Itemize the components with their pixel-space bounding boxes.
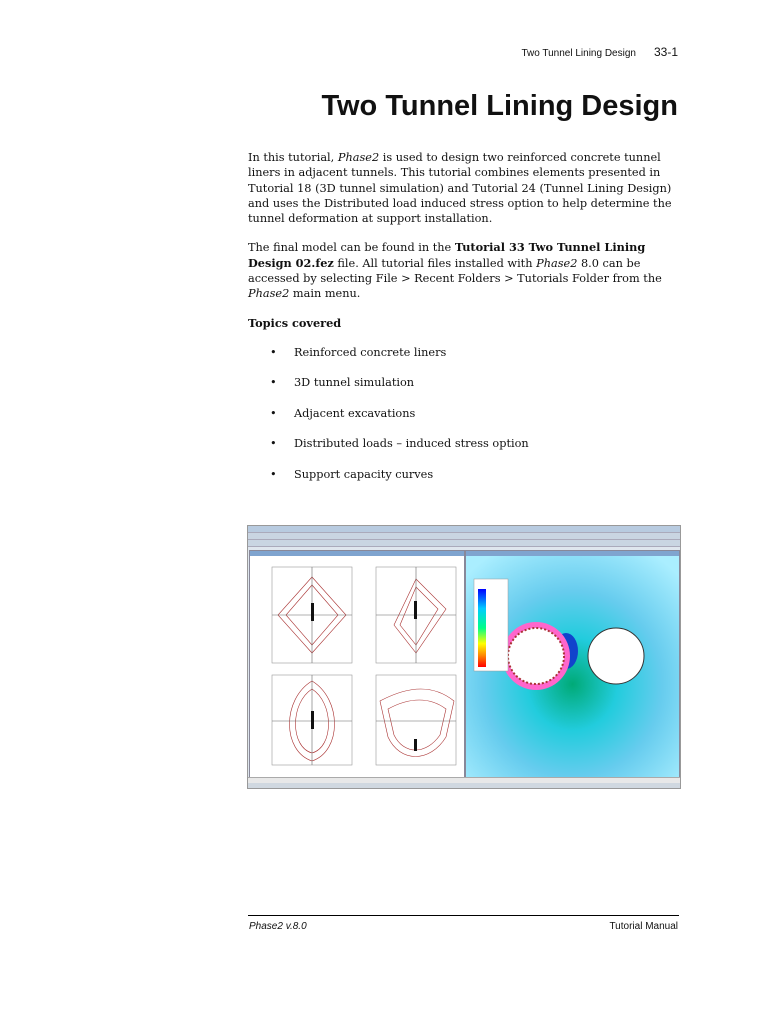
running-header xyxy=(521,45,678,59)
list-item: • Adjacent excavations xyxy=(248,406,678,437)
intro-text-2: is used to design two reinforced concrete tunnel liners in adjacent tunnels. This tutorial combines elements presented in Tutorial 18 (3D tunnel simulation) and Tutorial 24 (Tunnel Lining Design) and uses the Distributed load induced stress option to help determine the tunnel deformation at support installation. xyxy=(248,151,672,226)
footer-right: Tutorial Manual xyxy=(609,921,678,932)
capacity-plots-graphic xyxy=(250,551,464,777)
status-bar xyxy=(248,783,680,788)
running-header-title: Two Tunnel Lining Design xyxy=(521,48,636,59)
menu-bar xyxy=(248,533,680,540)
stress-contour-graphic xyxy=(466,551,679,777)
list-item: • Support capacity curves xyxy=(248,467,678,498)
final-software-name-1: Phase2 xyxy=(536,256,578,270)
pane-title-bar xyxy=(466,551,679,556)
final-text-4: main menu. xyxy=(289,287,361,301)
intro-paragraph xyxy=(248,150,678,226)
final-text-1: The final model can be found in the xyxy=(248,241,455,255)
final-model-paragraph xyxy=(248,240,678,301)
stress-contour-pane xyxy=(465,550,680,778)
software-screenshot xyxy=(247,525,681,789)
list-item: • Distributed loads – induced stress option xyxy=(248,436,678,467)
final-file-name: Tutorial 33 Two Tunnel Lining Design 02.fez xyxy=(248,240,646,270)
pane-title-bar xyxy=(250,551,464,556)
list-item: • Reinforced concrete liners xyxy=(248,345,678,376)
final-text-2: file. All tutorial files installed with xyxy=(333,256,537,270)
final-software-name-2: Phase2 xyxy=(248,287,290,301)
final-text-3: 8.0 can be accessed by selecting File > Recent Folders > Tutorials Folder from the xyxy=(248,256,662,286)
intro-text-1: In this tutorial, xyxy=(248,151,338,164)
toolbar xyxy=(248,540,680,547)
topics-heading: Topics covered xyxy=(248,315,342,330)
intro-software-name: Phase2 xyxy=(337,151,380,164)
topics-list xyxy=(248,345,678,498)
footer-left: Phase2 v.8.0 xyxy=(249,921,307,932)
list-item: • 3D tunnel simulation xyxy=(248,375,678,406)
body-text xyxy=(248,150,678,497)
page-number: 33-1 xyxy=(653,45,678,59)
capacity-plots-pane xyxy=(249,550,465,778)
window-title-bar xyxy=(248,526,680,533)
footer-rule xyxy=(248,915,679,916)
page-title: Two Tunnel Lining Design xyxy=(321,90,678,122)
